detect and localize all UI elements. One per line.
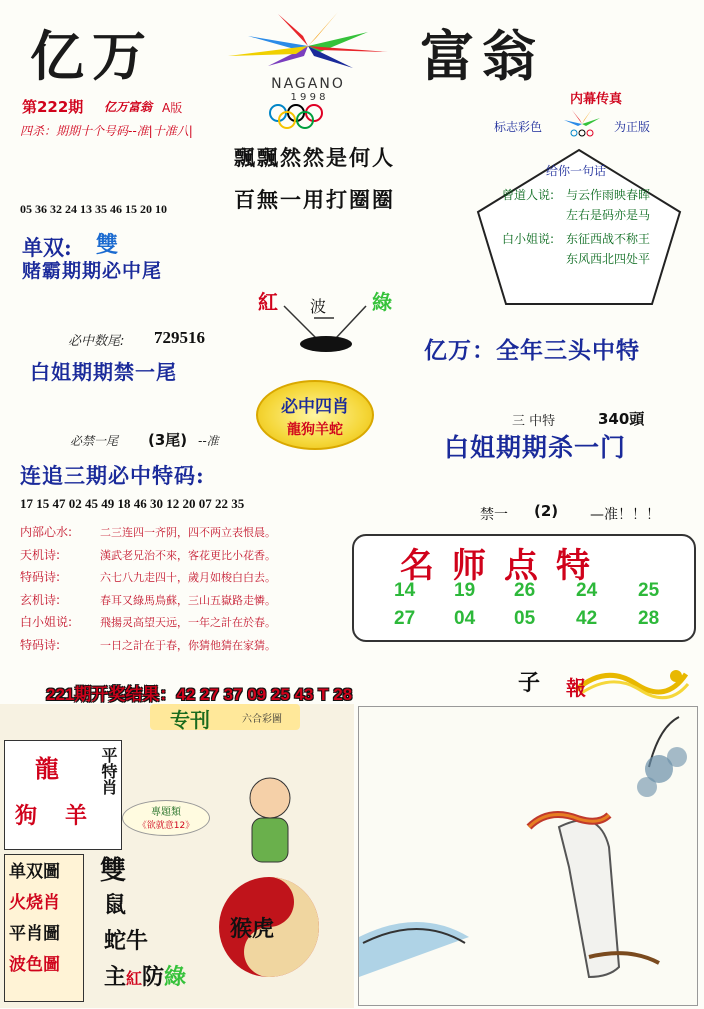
mingshi-num: 14 [394, 580, 416, 601]
animal-1: 鼠 [104, 892, 127, 918]
wave-green: 綠 [372, 290, 392, 314]
saying2-label: 白小姐说: [502, 232, 555, 246]
mingshi-box [352, 534, 696, 642]
hutiger-text: 猴虎 [230, 916, 275, 942]
bizhong-value: 729516 [154, 328, 205, 347]
chart-item: 火烧肖 [9, 893, 60, 913]
mingshi-num: 25 [638, 580, 660, 601]
issue-brand: 亿万富翁 [104, 100, 153, 114]
badge-title: 專題類 [151, 807, 181, 818]
mingshi-num: 42 [576, 608, 598, 629]
poem-text: 飛揚灵高望天远，一年之計在於春。 [100, 616, 276, 629]
wave-graphic [254, 286, 394, 358]
poem-text: 六七八九走四十，歲月如梭白白去。 [100, 571, 276, 584]
small-flower-icon [556, 106, 608, 138]
journal-title: 专刊 [170, 708, 210, 732]
zodiac-char: 羊 [65, 803, 88, 829]
fax-title: 内幕传真 [570, 92, 623, 107]
journal-banner [150, 704, 300, 730]
saying1-label: 曾道人说: [502, 188, 555, 202]
oddeven-value: 雙 [100, 856, 127, 886]
mingshi-num: 19 [454, 580, 476, 601]
bijin-label: 必禁一尾 [70, 434, 119, 448]
pentagon-box [474, 146, 684, 308]
poem-label: 特码诗: [20, 570, 61, 584]
mingshi-num: 26 [514, 580, 536, 601]
fang-hong: 紅 [126, 969, 143, 988]
mingshi-num: 05 [514, 608, 536, 629]
fax-sub-left: 标志彩色 [494, 120, 543, 134]
logo-year: 1 9 9 8 [290, 92, 326, 103]
danshuang-value: 雙 [96, 232, 119, 258]
baijie-jin: 白姐期期禁一尾 [30, 360, 177, 384]
fang-zhu: 主 [104, 965, 127, 990]
flower-logo-icon [208, 6, 408, 76]
saying2-a: 东征西战不称王 [566, 232, 651, 246]
poem-label: 内部心水: [20, 525, 73, 539]
taiji-emblem [214, 872, 324, 982]
danshuang-label: 单双: [22, 235, 72, 260]
zodiac-tag-a: 子 [518, 670, 541, 696]
poem-text: 春耳又綠馬鳥蘇，三山五嶽路走憐。 [100, 593, 276, 607]
poem-label: 天机诗: [20, 547, 61, 562]
bijin-value: (3尾) [148, 431, 188, 449]
numbers-row1: 05 36 32 24 13 35 46 15 20 10 [20, 202, 167, 216]
slogan-line1: 飄飄然然是何人 [234, 145, 395, 170]
four-zodiac-badge [256, 380, 374, 450]
logo-word: NAGANO [271, 76, 345, 92]
poem-text: 一日之計在于春，你猜他猜在家猜。 [100, 638, 276, 652]
fang-row [104, 960, 186, 991]
mingshi-num: 28 [638, 608, 660, 629]
title-left: 亿万 [30, 24, 154, 88]
nagano-logo [208, 6, 408, 124]
animal-2: 蛇牛 [104, 928, 149, 954]
issue-number: 第222期 [22, 98, 84, 116]
fax-sub-right: 为正版 [614, 120, 651, 134]
bijin-suffix: --准 [198, 434, 219, 448]
mingshi-num: 24 [576, 580, 598, 601]
cartoon-child-icon [230, 774, 310, 870]
vertical-title: 平特肖 [99, 747, 118, 795]
zodiac-tag [516, 660, 696, 708]
four-zodiac-label: 必中四肖 [281, 397, 349, 417]
poem-text: 漢武老兄治不來，客花更比小花香。 [100, 548, 276, 562]
snake-vase-illustration-icon [359, 707, 697, 1005]
issue-subtitle: 四杀：期期十个号码--准|十准八| [20, 124, 193, 138]
slogan-line2: 百無一用打圈圈 [234, 187, 395, 212]
mingshi-title: 名师点特 [400, 546, 608, 586]
issue-grade: A版 [162, 101, 183, 115]
chart-item: 平肖圖 [9, 924, 60, 944]
dubawei: 赌霸期期必中尾 [22, 260, 163, 282]
jinyi-value: (2) [534, 502, 559, 520]
dragon-ornament-icon [516, 660, 696, 708]
zhuilian-title: 连追三期必中特码: [20, 463, 205, 488]
pentagon-title: 给你一句话 [546, 164, 607, 178]
bottom-left-panel [0, 704, 354, 1008]
bowl-icon [254, 286, 394, 358]
title-right: 富翁 [420, 24, 544, 88]
poem-label: 特码诗: [20, 637, 61, 652]
wave-red: 紅 [258, 290, 278, 314]
zodiac-tag-b: 報 [566, 676, 586, 700]
poem-row [20, 610, 350, 633]
olympic-rings-icon [208, 103, 408, 129]
numbers-row2: 17 15 47 02 45 49 18 46 30 12 20 07 22 35 [20, 496, 245, 511]
zodiac-char: 龍 [35, 754, 59, 783]
jinyi-suffix: —准！！！ [590, 507, 660, 523]
poem-list [20, 520, 350, 655]
journal-sub: 六合彩圖 [242, 714, 282, 725]
wave-mid: 波 [310, 297, 327, 316]
sanzhong-value: 340頭 [598, 410, 645, 428]
saying1-b: 左右是码亦是马 [566, 208, 651, 222]
shayimen: 白姐期期杀一门 [444, 433, 627, 462]
poem-row [20, 588, 350, 611]
bizhong-label: 必中数尾: [68, 334, 125, 349]
saying2-b: 东风西北四处平 [566, 252, 651, 266]
jinyi-label: 禁一 [480, 507, 508, 523]
zodiac-char: 狗 [15, 803, 38, 829]
saying1-a: 与云作雨映春晖 [566, 188, 651, 202]
sanzhong-label: 三 中特 [512, 414, 556, 429]
chart-list-box [4, 854, 84, 1002]
fang-lv: 綠 [164, 965, 187, 990]
badge-sub: 《欲就意12》 [137, 821, 195, 831]
four-zodiac-value: 龍狗羊蛇 [287, 422, 343, 438]
yiwan-slogan: 亿万：全年三头中特 [424, 338, 640, 364]
mingshi-num: 04 [454, 608, 476, 629]
poem-row [20, 565, 350, 588]
poem-row [20, 633, 350, 656]
badge-oval [122, 800, 210, 836]
mingshi-num: 27 [394, 608, 416, 629]
chart-item: 波色圖 [9, 955, 60, 975]
chart-item: 单双圖 [9, 862, 60, 882]
poem-text: 二三连四一齐阴，四不两立表恨晨。 [100, 526, 276, 539]
fang-fang: 防 [142, 965, 165, 990]
result-bar: 221期开奖结果：42 27 37 09 25 43 T 28 [46, 685, 353, 704]
illustration-frame [358, 706, 698, 1006]
poem-row [20, 543, 350, 566]
poem-row [20, 520, 350, 543]
zodiac-box [4, 740, 122, 850]
poem-label: 白小姐说: [20, 615, 73, 629]
poem-label: 玄机诗: [20, 592, 61, 607]
